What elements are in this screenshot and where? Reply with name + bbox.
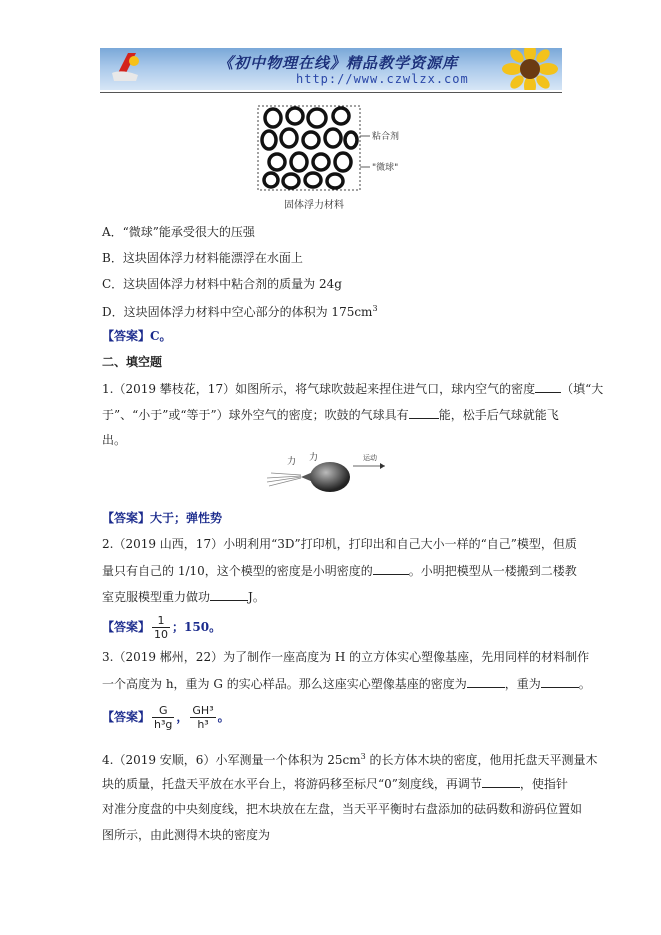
header-url: http://www.czwlzx.com [296,72,469,86]
q2-blank2[interactable] [210,588,248,601]
q1-line3: 出。 [102,433,127,447]
q3-line2: 一个高度为 h，重为 G 的实心样品。那么这座实心塑像基座的密度为 ，重为 。 [102,677,591,691]
q3-answer-fraction-1: $\frac{G}{\text{h³g}}$ [154,704,173,731]
q4-line2: 块的质量，托盘天平放在水平台上，将游码移至标尺“0”刻度线，再调节 ，使指针 [102,777,568,791]
q3-blank2[interactable] [541,675,579,688]
q2-blank1[interactable] [373,562,409,575]
option-b: B．这块固体浮力材料能漂浮在水面上 [102,251,303,265]
option-c: C．这块固体浮力材料中粘合剂的质量为 24g [102,277,342,291]
option-a: A．“微球”能承受很大的压强 [102,225,255,239]
logo-icon [108,51,142,87]
header-banner [100,48,562,90]
q1-line1: 1.（2019 攀枝花，17）如图所示，将气球吹鼓起来捏住进气口，球内空气的密度 （填“大 [102,382,604,396]
force-label-1: 力 [287,457,297,467]
section-heading: 二、填空题 [102,355,163,369]
q3-answer: 【答案】 $\frac{G}{\text{h³g}}$ ， $\frac{\text{GH³}}{\text{h³}}$ 。 [102,704,230,731]
force-label-2: 力 [309,453,319,463]
q1-line2: 于”、“小于”或“等于”）球外空气的密度；吹鼓的气球具有 能，松手后气球就能飞 [102,408,559,422]
q4-line4: 图所示，由此测得木块的密度为 [102,828,271,842]
q1-blank1[interactable] [535,380,561,393]
buoyancy-material-figure [255,104,415,192]
q3-blank1[interactable] [467,675,505,688]
q2-line1: 2.（2019 山西，17）小明利用“3D”打印机，打印出和自己大小一样的“自己”模型，但质 [102,537,577,551]
q2-answer-fraction: $\frac{1}{10}$ [154,614,169,641]
q2-answer: 【答案】 $\frac{1}{10}$ ；150。 [102,614,222,641]
header-rule [100,92,562,93]
motion-label: 运动 [363,454,377,462]
option-d: D．这块固体浮力材料中空心部分的体积为 $175cm^3$ [102,304,378,319]
sunflower-icon [490,48,560,90]
q3-answer-fraction-2: $\frac{\text{GH³}}{\text{h³}}$ [192,704,214,731]
q4-blank1[interactable] [482,775,520,788]
header-title: 《初中物理在线》精品教学资源库 [218,54,459,72]
answer-0: 【答案】C。 [102,329,172,343]
q4-line1: 4.（2019 安顺，6）小军测量一个体积为 $25cm^3$ 的长方体木块的密度，他用托盘天平测量木 [102,752,598,767]
bead-label: "微球" [372,163,399,173]
q2-line2: 量只有自己的 1/10，这个模型的密度是小明密度的 。小明把模型从一楼搬到二楼教 [102,564,577,578]
q1-answer: 【答案】大于；弹性势 [102,511,223,525]
q4-line3: 对准分度盘的中央刻度线，把木块放在左盘，当天平平衡时右盘添加的砝码数和游码位置如 [102,802,583,816]
q1-blank2[interactable] [409,406,439,419]
figure1-caption: 固体浮力材料 [284,200,344,211]
q3-line1: 3.（2019 郴州，22）为了制作一座高度为 H 的立方体实心塑像基座，先用同样的材料制作 [102,650,590,664]
q2-line3: 室克服模型重力做功 J。 [102,590,265,604]
glue-label: 粘合剂 [372,132,400,142]
balloon-figure [265,452,390,494]
